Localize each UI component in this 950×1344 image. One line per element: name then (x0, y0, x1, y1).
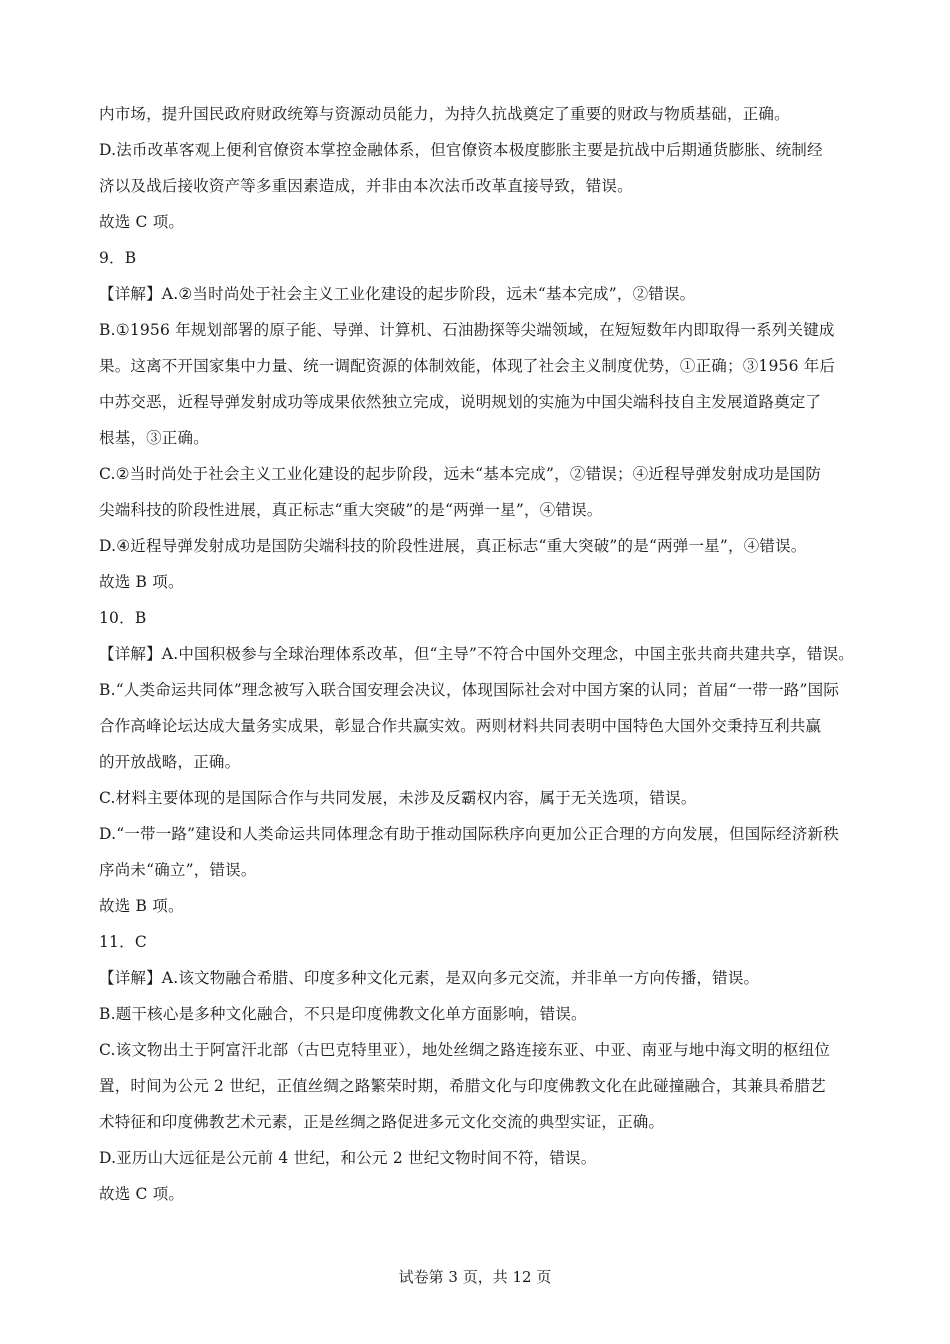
text-line: 的开放战略，正确。 (99, 753, 241, 771)
text-line: 【详解】A.该文物融合希腊、印度多种文化元素，是双向多元交流，并非单一方向传播，错误。 (99, 969, 760, 987)
text-line: 尖端科技的阶段性进展，真正标志“重大突破”的是“两弹一星”，④错误。 (99, 501, 603, 519)
answer-conclusion: 故选 B 项。 (99, 573, 184, 591)
text-line: C.材料主要体现的是国际合作与共同发展，未涉及反霸权内容，属于无关选项，错误。 (99, 789, 697, 807)
answer-conclusion: 故选 C 项。 (99, 213, 185, 231)
question-number-answer: 9．B (99, 249, 137, 267)
text-line: 【详解】A.②当时尚处于社会主义工业化建设的起步阶段，远未“基本完成”，②错误。 (99, 285, 696, 303)
text-line: D.亚历山大远征是公元前 4 世纪，和公元 2 世纪文物时间不符，错误。 (99, 1149, 597, 1167)
text-line: 术特征和印度佛教艺术元素，正是丝绸之路促进多元文化交流的典型实证，正确。 (99, 1113, 665, 1131)
text-line: 根基，③正确。 (99, 429, 209, 447)
text-line: 序尚未“确立”，错误。 (99, 861, 257, 879)
text-line: C.②当时尚处于社会主义工业化建设的起步阶段，远未“基本完成”，②错误；④近程导弹发射成功是国防 (99, 465, 822, 483)
text-line: D.④近程导弹发射成功是国防尖端科技的阶段性进展，真正标志“重大突破”的是“两弹一星”，④错误。 (99, 537, 807, 555)
text-line: C.该文物出土于阿富汗北部（古巴克特里亚），地处丝绸之路连接东亚、中亚、南亚与地中海文明的枢纽位 (99, 1041, 831, 1059)
text-line: 【详解】A.中国积极参与全球治理体系改革，但“主导”不符合中国外交理念，中国主张共商共建共享，错误。 (99, 645, 854, 663)
text-line: 济以及战后接收资产等多重因素造成，并非由本次法币改革直接导致，错误。 (99, 177, 633, 195)
text-line: D.“一带一路”建设和人类命运共同体理念有助于推动国际秩序向更加公正合理的方向发展，但国际经济新秩 (99, 825, 839, 843)
text-line: B.题干核心是多种文化融合，不只是印度佛教文化单方面影响，错误。 (99, 1005, 587, 1023)
question-number-answer: 10．B (99, 609, 147, 627)
text-line: D.法币改革客观上便利官僚资本掌控金融体系，但官僚资本极度膨胀主要是抗战中后期通货膨胀、统制经 (99, 141, 823, 159)
text-line: B.①1956 年规划部署的原子能、导弹、计算机、石油勘探等尖端领域，在短短数年内即取得一系列关键成 (99, 321, 835, 339)
text-line: 置，时间为公元 2 世纪，正值丝绸之路繁荣时期，希腊文化与印度佛教文化在此碰撞融合，其兼具希腊艺 (99, 1077, 826, 1095)
document-body (99, 96, 859, 1212)
answer-conclusion: 故选 B 项。 (99, 897, 184, 915)
question-number-answer: 11．C (99, 933, 147, 951)
text-line: 果。这离不开国家集中力量、统一调配资源的体制效能，体现了社会主义制度优势，①正确；③1956 年后 (99, 357, 836, 375)
page-footer: 试卷第 3 页，共 12 页 (398, 1268, 552, 1286)
text-line: B.“人类命运共同体”理念被写入联合国安理会决议，体现国际社会对中国方案的认同；首届“一带一路”国际 (99, 681, 840, 699)
text-line: 中苏交恶，近程导弹发射成功等成果依然独立完成，说明规划的实施为中国尖端科技自主发展道路奠定了 (99, 393, 822, 411)
text-line: 合作高峰论坛达成大量务实成果，彰显合作共赢实效。两则材料共同表明中国特色大国外交秉持互利共赢 (99, 717, 822, 735)
answer-conclusion: 故选 C 项。 (99, 1185, 185, 1203)
text-line: 内市场，提升国民政府财政统筹与资源动员能力，为持久抗战奠定了重要的财政与物质基础，正确。 (99, 105, 790, 123)
